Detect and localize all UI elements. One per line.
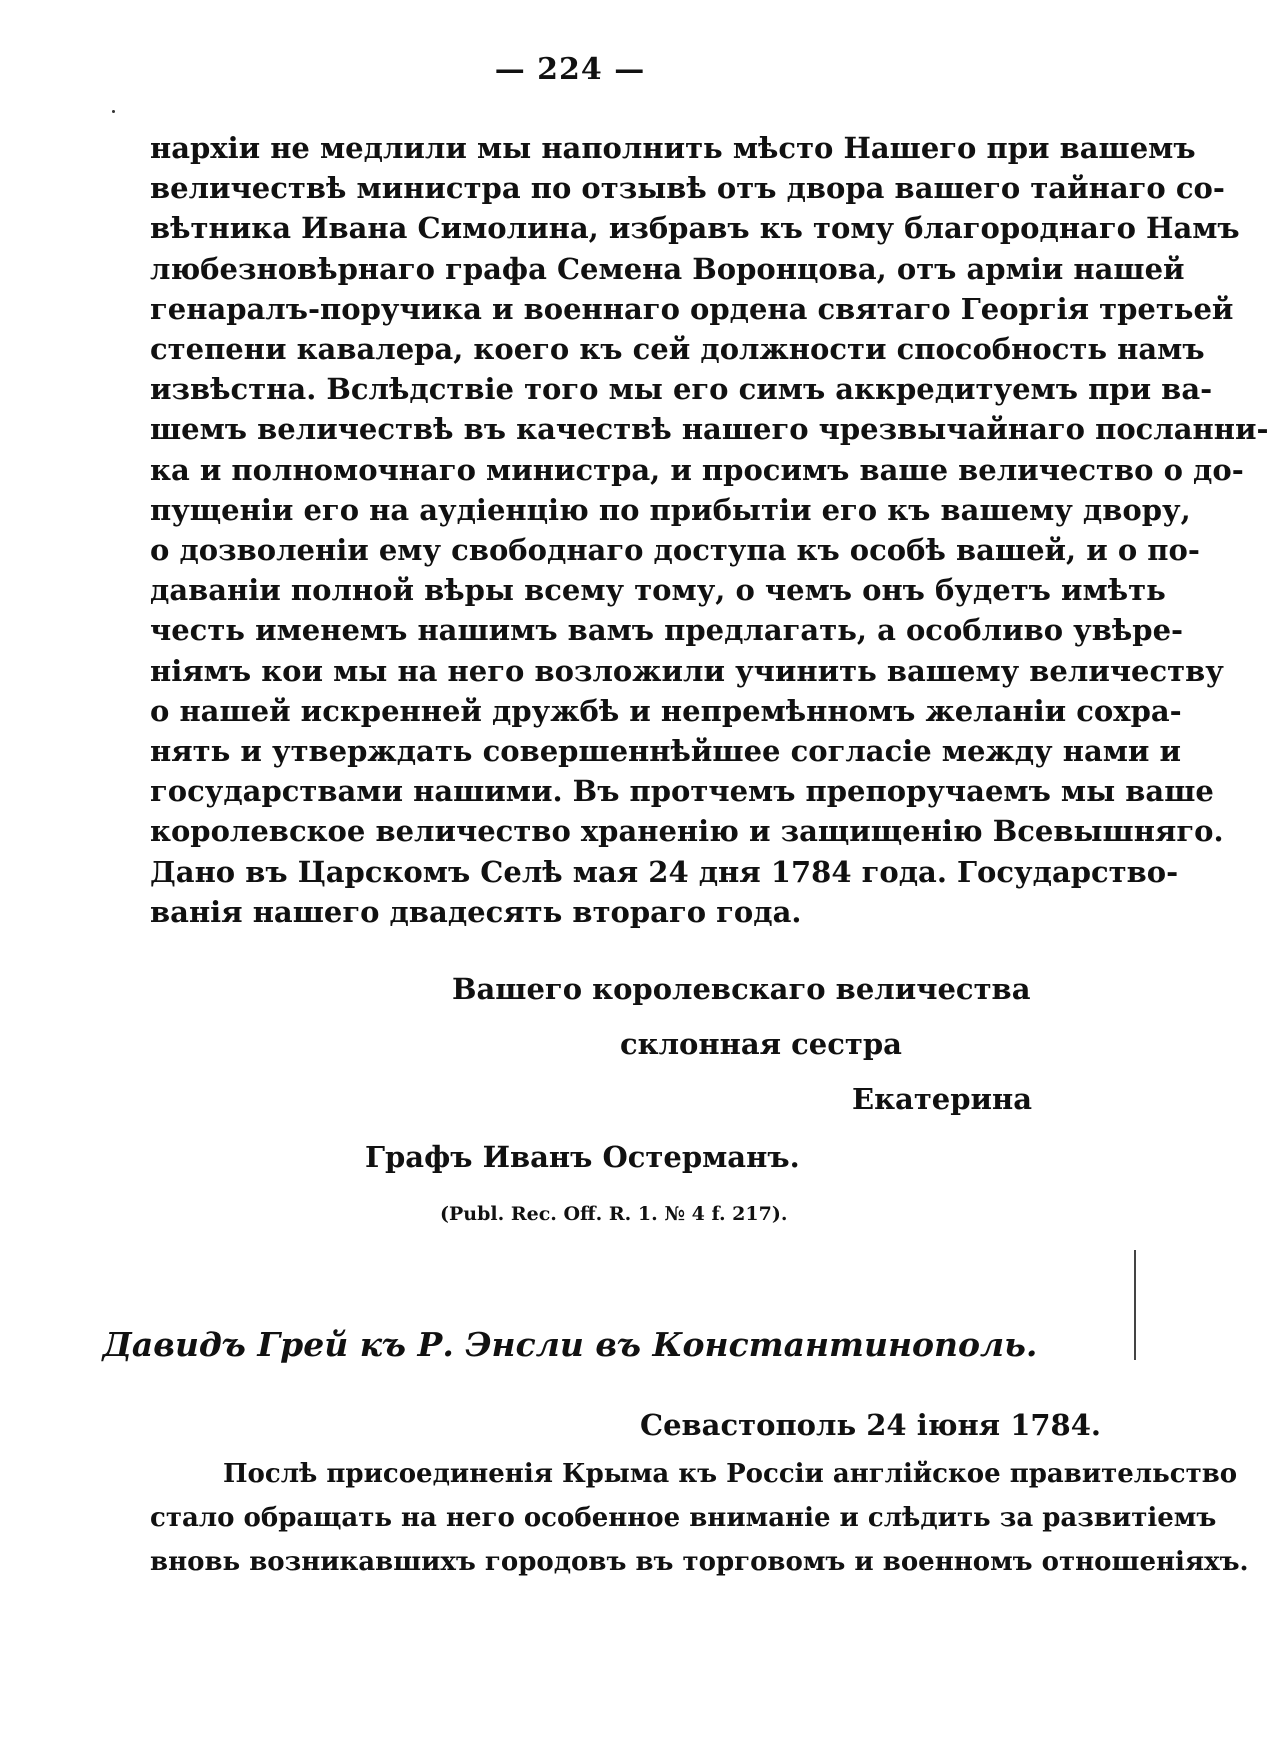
text-line: любезновѣрнаго графа Семена Воронцова, отъ арміи нашей — [150, 251, 1185, 286]
text-line: шемъ величествѣ въ качествѣ нашего чрезвычайнаго посланни- — [150, 412, 1269, 447]
signature-name: Екатерина — [852, 1082, 1033, 1116]
text-line: нархіи не медлили мы наполнить мѣсто Нашего при вашемъ — [150, 131, 1196, 165]
text-line: о нашей искренней дружбѣ и непремѣнномъ желаніи сохра- — [150, 693, 1182, 728]
text-line: ванія нашего двадесять втораго года. — [150, 894, 802, 929]
letter-body — [150, 128, 1269, 932]
text-line: Послѣ присоединенія Крыма къ Россіи англійское правительство — [223, 1459, 1238, 1489]
text-line: генаралъ-поручика и военнаго ордена святаго Георгія третьей — [150, 291, 1234, 326]
stray-print-dot — [112, 110, 115, 113]
text-line: ніямъ кои мы на него возложили учинить вашему величеству — [150, 653, 1224, 688]
text-line: ка и полномочнаго министра, и просимъ ваше величество о до- — [150, 452, 1244, 487]
next-letter-body — [150, 1452, 1249, 1584]
text-line: нять и утверждать совершеннѣйшее согласіе между нами и — [150, 734, 1182, 769]
text-line: вновь возникавшихъ городовъ въ торговомъ и военномъ отношеніяхъ. — [150, 1547, 1249, 1577]
text-line: о дозволеніи ему свободнаго доступа къ особѣ вашей, и о по- — [150, 533, 1200, 568]
text-line: пущеніи его на аудіенцію по прибытіи его къ вашему двору, — [150, 492, 1191, 527]
signature-closing: склонная сестра — [620, 1027, 902, 1061]
text-line: даваніи полной вѣры всему тому, о чемъ онъ будетъ имѣть — [150, 573, 1166, 608]
archive-reference: (Publ. Rec. Off. R. 1. № 4 f. 217). — [440, 1203, 788, 1225]
text-line: величествѣ министра по отзывѣ отъ двора вашего тайнаго со- — [150, 171, 1225, 206]
text-line: стало обращать на него особенное вниманіе и слѣдить за развитіемъ — [150, 1503, 1217, 1533]
text-line: вѣтника Ивана Симолина, избравъ къ тому благороднаго Намъ — [150, 211, 1240, 246]
page-number: — 224 — — [494, 52, 646, 87]
section-heading: Давидъ Грей къ Р. Энсли въ Константинополь. — [102, 1325, 1038, 1364]
countersignature: Графъ Иванъ Остерманъ. — [365, 1140, 800, 1174]
text-line: извѣстна. Вслѣдствіе того мы его симъ аккредитуемъ при ва- — [150, 372, 1213, 407]
text-line: Дано въ Царскомъ Селѣ мая 24 дня 1784 года. Государство- — [150, 854, 1179, 889]
text-line: королевское величество храненію и защищенію Всевышняго. — [150, 814, 1224, 849]
signature-salutation: Вашего королевскаго величества — [452, 972, 1031, 1006]
text-line: степени кавалера, коего къ сей должности способность намъ — [150, 332, 1205, 367]
dateline: Севастополь 24 іюня 1784. — [640, 1408, 1101, 1442]
text-line: государствами нашими. Въ протчемъ препоручаемъ мы ваше — [150, 774, 1214, 809]
text-line: честь именемъ нашимъ вамъ предлагать, а особливо увѣре- — [150, 613, 1184, 648]
